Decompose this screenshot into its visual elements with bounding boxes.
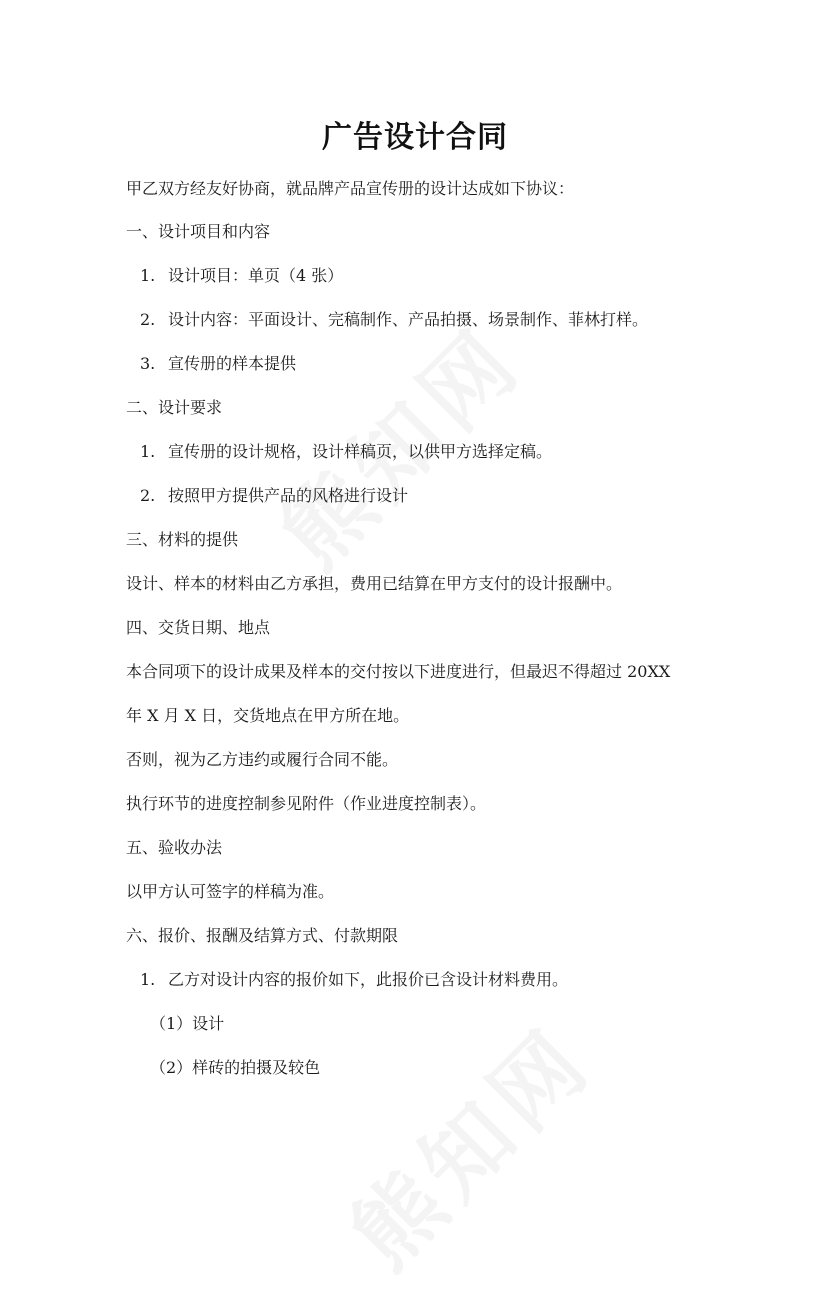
paragraph: 以甲方认可签字的样稿为准。 (126, 882, 335, 901)
paragraph: 否则，视为乙方违约或履行合同不能。 (126, 750, 399, 769)
list-text: 设计内容：平面设计、完稿制作、产品拍摄、场景制作、菲林打样。 (168, 310, 649, 329)
paragraph: 执行环节的进度控制参见附件（作业进度控制表）。 (126, 794, 487, 813)
list-item (140, 309, 648, 331)
list-item (140, 485, 408, 507)
list-text: 按照甲方提供产品的风格进行设计 (168, 486, 409, 505)
list-number: 3. (140, 354, 156, 373)
section-heading: 五、验收办法 (126, 838, 223, 857)
list-item (140, 353, 296, 375)
intro-paragraph: 甲乙双方经友好协商，就品牌产品宣传册的设计达成如下协议： (126, 179, 575, 198)
sub-item: （2）样砖的拍摄及较色 (150, 1058, 321, 1077)
list-text: 宣传册的样本提供 (168, 354, 297, 373)
document-title: 广告设计合同 (322, 120, 508, 155)
section-heading: 一、设计项目和内容 (126, 222, 271, 241)
section-heading: 六、报价、报酬及结算方式、付款期限 (126, 926, 399, 945)
list-item (140, 969, 568, 991)
list-text: 宣传册的设计规格，设计样稿页，以供甲方选择定稿。 (168, 442, 553, 461)
list-number: 1. (140, 970, 156, 989)
section-heading: 四、交货日期、地点 (126, 618, 271, 637)
section-heading: 二、设计要求 (126, 398, 223, 417)
list-number: 2. (140, 486, 156, 505)
section-heading: 三、材料的提供 (126, 530, 239, 549)
list-item (140, 265, 343, 287)
list-text: 乙方对设计内容的报价如下，此报价已含设计材料费用。 (168, 970, 569, 989)
paragraph: 年 X 月 X 日，交货地点在甲方所在地。 (126, 706, 410, 725)
paragraph: 设计、样本的材料由乙方承担，费用已结算在甲方支付的设计报酬中。 (126, 574, 623, 593)
sub-item: （1）设计 (150, 1014, 225, 1033)
watermark (319, 995, 616, 1292)
list-text: 设计项目：单页（4 张） (168, 266, 344, 285)
list-number: 2. (140, 310, 156, 329)
paragraph: 本合同项下的设计成果及样本的交付按以下进度进行，但最迟不得超过 20XX (126, 662, 671, 681)
list-number: 1. (140, 442, 156, 461)
list-number: 1. (140, 266, 156, 285)
list-item (140, 441, 552, 463)
